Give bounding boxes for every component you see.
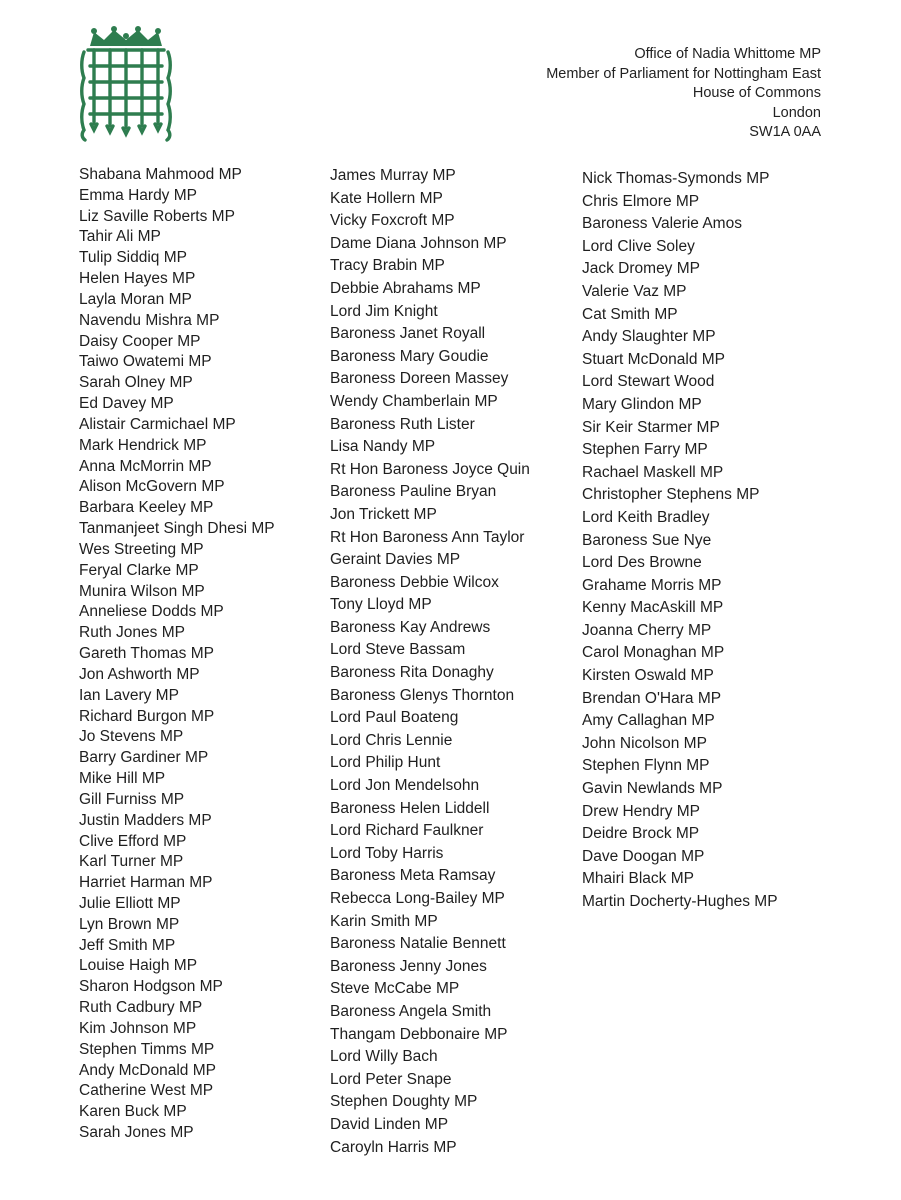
signatory-name: Stephen Flynn MP <box>582 757 710 775</box>
signatory-name: Gill Furniss MP <box>79 790 185 808</box>
signatory-name: Daisy Cooper MP <box>79 332 201 350</box>
signatory-name: Alison McGovern MP <box>79 478 225 496</box>
signatory-name: Jeff Smith MP <box>79 936 176 954</box>
signatory-name: Mike Hill MP <box>79 770 166 788</box>
signatory-name: Rt Hon Baroness Joyce Quin <box>330 460 530 478</box>
signatory-name: Jon Ashworth MP <box>79 665 200 683</box>
office-address <box>546 45 821 143</box>
signatory-name: Stuart McDonald MP <box>582 350 725 368</box>
signatory-name: Dave Doogan MP <box>582 847 705 865</box>
signatory-name: Sarah Olney MP <box>79 374 193 392</box>
signatory-name: Tahir Ali MP <box>79 228 161 246</box>
signatory-name: Karen Buck MP <box>79 1103 187 1121</box>
signatory-name: Nick Thomas-Symonds MP <box>582 170 770 187</box>
signatory-name: Lord Chris Lennie <box>330 731 453 749</box>
signatory-name: Jo Stevens MP <box>79 728 184 746</box>
signatory-name: Mhairi Black MP <box>582 870 694 888</box>
signatory-name: Ruth Jones MP <box>79 624 185 642</box>
signatory-name: Ruth Cadbury MP <box>79 999 203 1017</box>
signatory-name: Shabana Mahmood MP <box>79 166 242 183</box>
signatory-name: Clive Efford MP <box>79 832 187 850</box>
signatory-name: Stephen Timms MP <box>79 1040 215 1058</box>
signatory-name: Geraint Davies MP <box>330 551 461 569</box>
signatory-name: Karl Turner MP <box>79 853 184 871</box>
signatory-name: Baroness Rita Donaghy <box>330 664 494 682</box>
address-line-postcode: SW1A 0AA <box>749 124 821 140</box>
signatory-name: Baroness Angela Smith <box>330 1002 492 1020</box>
signatory-name: Tanmanjeet Singh Dhesi MP <box>79 520 275 538</box>
signatory-name: Lyn Brown MP <box>79 915 180 933</box>
signatory-name: Justin Madders MP <box>79 811 212 829</box>
signatory-name: Julie Elliott MP <box>79 894 181 912</box>
signatory-name: Baroness Meta Ramsay <box>330 867 496 885</box>
signatory-name: Lord Stewart Wood <box>582 373 715 391</box>
signatory-name: Barry Gardiner MP <box>79 749 209 767</box>
signatory-name: Wes Streeting MP <box>79 540 204 558</box>
signatory-name: Karin Smith MP <box>330 912 438 930</box>
signatory-name: Anneliese Dodds MP <box>79 603 224 621</box>
signatory-name: Alistair Carmichael MP <box>79 415 236 433</box>
signatory-name: Baroness Sue Nye <box>582 531 712 549</box>
signatory-name: Kenny MacAskill MP <box>582 599 724 617</box>
signatory-name: Lord Des Browne <box>582 554 702 572</box>
signatory-name: Baroness Doreen Massey <box>330 370 509 388</box>
address-line-constituency: Member of Parliament for Nottingham East <box>546 65 821 82</box>
signatory-name: Baroness Natalie Bennett <box>330 935 506 953</box>
signatory-name: Cat Smith MP <box>582 305 678 323</box>
signatory-name: Lord Keith Bradley <box>582 508 710 526</box>
signatory-name: James Murray MP <box>330 167 456 184</box>
signatory-name: Kate Hollern MP <box>330 189 443 207</box>
signatory-name: Mark Hendrick MP <box>79 436 207 454</box>
signatory-name: Stephen Doughty MP <box>330 1093 478 1111</box>
signatory-name: Kim Johnson MP <box>79 1019 197 1037</box>
signatory-name: Baroness Ruth Lister <box>330 415 475 433</box>
signatory-name: Navendu Mishra MP <box>79 311 220 329</box>
signatory-name: Gavin Newlands MP <box>582 780 723 798</box>
portcullis-icon <box>80 26 172 144</box>
signatory-name: Kirsten Oswald MP <box>582 667 714 685</box>
signatory-name: Andy Slaughter MP <box>582 328 716 346</box>
signatory-name: Munira Wilson MP <box>79 582 205 600</box>
signatory-name: David Linden MP <box>330 1115 449 1133</box>
signatory-name: Baroness Mary Goudie <box>330 347 489 365</box>
signatory-name: Joanna Cherry MP <box>582 621 712 639</box>
signatory-name: Lord Richard Faulkner <box>330 822 484 840</box>
signatory-name: Grahame Morris MP <box>582 576 722 594</box>
signatory-name: Drew Hendry MP <box>582 802 700 820</box>
signatory-name: Deidre Brock MP <box>582 825 700 843</box>
signatory-name: Carol Monaghan MP <box>582 644 725 662</box>
signatory-name: Richard Burgon MP <box>79 707 215 725</box>
signatory-name: Caroyln Harris MP <box>330 1138 457 1156</box>
signatory-name: Lord Toby Harris <box>330 844 444 862</box>
signatory-name: Rebecca Long-Bailey MP <box>330 890 505 907</box>
signatory-name: Tulip Siddiq MP <box>79 249 187 267</box>
signatory-name: Ian Lavery MP <box>79 686 179 704</box>
signatory-name: Baroness Glenys Thornton <box>330 686 515 704</box>
signatory-name: Lord Jon Mendelsohn <box>330 777 480 795</box>
signatory-name: Lord Peter Snape <box>330 1070 452 1088</box>
signatory-name: Lord Steve Bassam <box>330 641 466 659</box>
signatory-name: Amy Callaghan MP <box>582 712 715 730</box>
signatory-name: Anna McMorrin MP <box>79 457 212 475</box>
signatory-name: Rt Hon Baroness Ann Taylor <box>330 528 525 546</box>
signatory-name: Emma Hardy MP <box>79 186 197 204</box>
signatory-name: Rachael Maskell MP <box>582 463 724 481</box>
signatory-name: Lord Jim Knight <box>330 302 438 320</box>
signatory-name: Vicky Foxcroft MP <box>330 212 455 230</box>
signatory-name: Lisa Nandy MP <box>330 438 436 456</box>
signatory-name: Baroness Kay Andrews <box>330 618 491 636</box>
signatory-name: Christopher Stephens MP <box>582 486 760 504</box>
signatory-name: Taiwo Owatemi MP <box>79 353 212 371</box>
signatory-name: Baroness Jenny Jones <box>330 957 487 975</box>
signatory-name: Valerie Vaz MP <box>582 282 687 300</box>
signatory-name: Dame Diana Johnson MP <box>330 234 507 252</box>
signatory-name: Ed Davey MP <box>79 395 174 413</box>
signatory-name: Harriet Harman MP <box>79 874 213 892</box>
signatory-name: Wendy Chamberlain MP <box>330 392 498 410</box>
signatory-name: Sir Keir Starmer MP <box>582 418 720 436</box>
signatory-name: Layla Moran MP <box>79 290 192 308</box>
signatory-name: Lord Clive Soley <box>582 237 695 255</box>
signatory-name: Baroness Janet Royall <box>330 325 486 343</box>
signatory-name: Chris Elmore MP <box>582 192 700 210</box>
signatory-name: Thangam Debbonaire MP <box>330 1025 508 1043</box>
signatory-name: Liz Saville Roberts MP <box>79 207 235 225</box>
signatory-name: Brendan O'Hara MP <box>582 689 722 707</box>
signatory-name: Feryal Clarke MP <box>79 561 199 579</box>
signatory-name: Baroness Helen Liddell <box>330 799 490 817</box>
signatory-name: Helen Hayes MP <box>79 270 196 288</box>
signatories-column-2 <box>330 165 530 1159</box>
signatory-name: Mary Glindon MP <box>582 395 702 413</box>
signatory-name: Sarah Jones MP <box>79 1124 194 1142</box>
signatory-name: Jack Dromey MP <box>582 260 700 278</box>
signatory-name: Baroness Debbie Wilcox <box>330 573 499 591</box>
address-line-office: Office of Nadia Whittome MP <box>634 46 821 62</box>
signatories-column-1 <box>79 165 275 1144</box>
address-line-city: London <box>772 104 821 121</box>
signatory-name: Steve McCabe MP <box>330 980 460 998</box>
signatory-name: Martin Docherty-Hughes MP <box>582 893 778 910</box>
signatory-name: Tony Lloyd MP <box>330 596 432 614</box>
signatory-name: Stephen Farry MP <box>582 441 708 459</box>
signatory-name: Lord Paul Boateng <box>330 709 459 727</box>
address-line-house: House of Commons <box>692 85 821 101</box>
signatory-name: Baroness Valerie Amos <box>582 215 742 233</box>
signatory-name: Tracy Brabin MP <box>330 257 445 275</box>
signatory-name: Barbara Keeley MP <box>79 499 214 517</box>
signatory-name: Andy McDonald MP <box>79 1061 216 1079</box>
signatory-name: Catherine West MP <box>79 1082 214 1100</box>
signatory-name: Lord Willy Bach <box>330 1048 438 1066</box>
signatory-name: Lord Philip Hunt <box>330 754 441 772</box>
signatory-name: Sharon Hodgson MP <box>79 978 223 996</box>
signatory-name: Gareth Thomas MP <box>79 645 214 663</box>
signatory-name: Jon Trickett MP <box>330 505 437 523</box>
signatory-name: John Nicolson MP <box>582 734 707 752</box>
signatory-name: Debbie Abrahams MP <box>330 279 481 297</box>
signatory-name: Louise Haigh MP <box>79 957 198 975</box>
signatory-name: Baroness Pauline Bryan <box>330 483 497 501</box>
signatories-column-3 <box>582 168 778 914</box>
